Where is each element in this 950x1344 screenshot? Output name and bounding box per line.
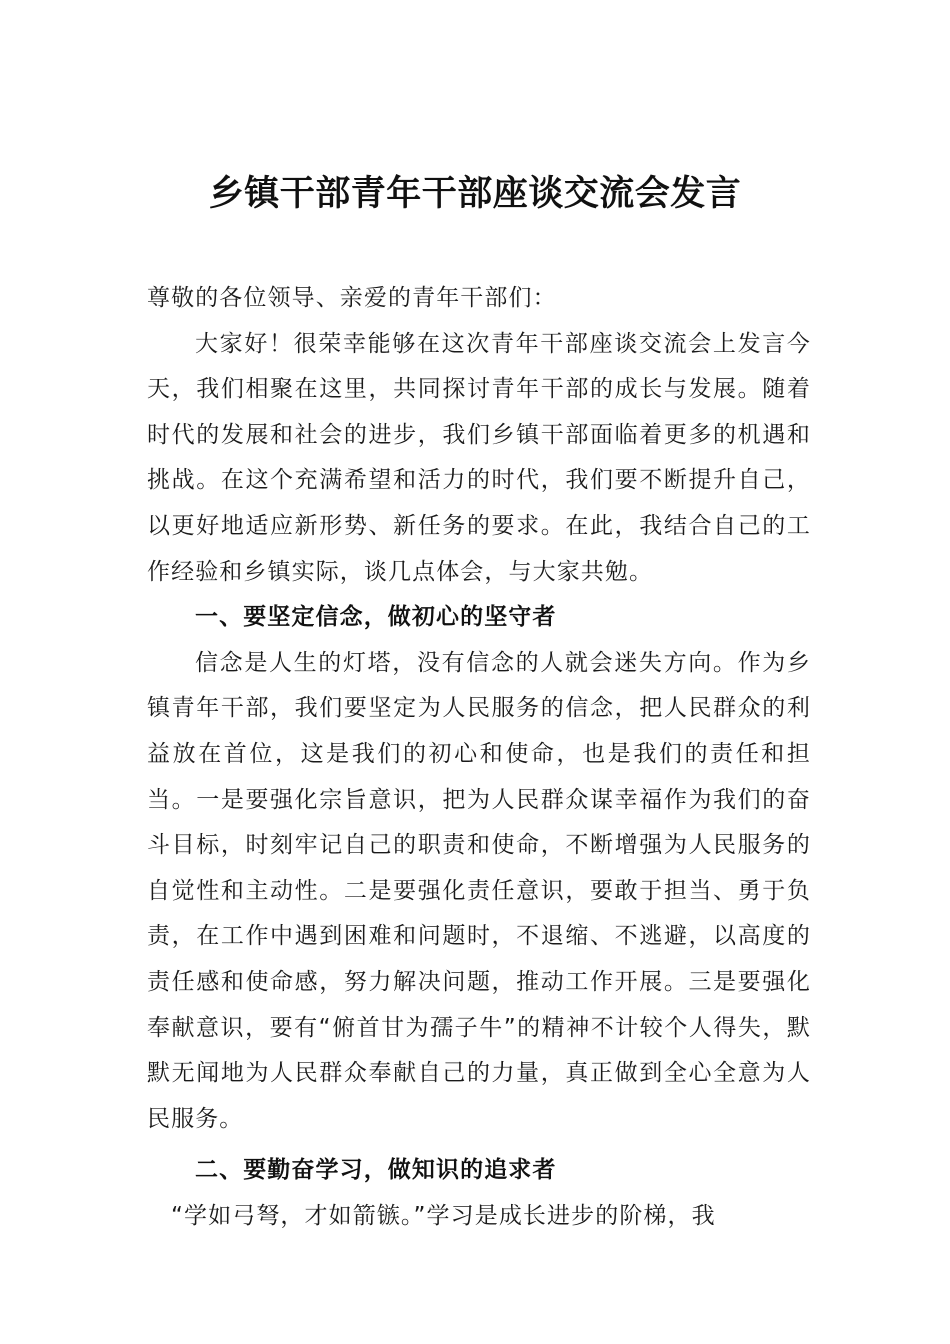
- document-body: [147, 276, 811, 1239]
- section-1-paragraph: 信念是人生的灯塔，没有信念的人就会迷失方向。作为乡镇青年干部，我们要坚定为人民服务的信念，把人民群众的利益放在首位，这是我们的初心和使命，也是我们的责任和担当。一是要强化宗旨意识，把为人民群众谋幸福作为我们的奋斗目标，时刻牢记自己的职责和使命，不断增强为人民服务的自觉性和主动性。二是要强化责任意识，要敢于担当、勇于负责，在工作中遇到困难和问题时，不退缩、不逃避，以高度的责任感和使命感，努力解决问题，推动工作开展。三是要强化奉献意识，要有“俯首甘为孺子牛”的精神不计较个人得失，默默无闻地为人民群众奉献自己的力量，真正做到全心全意为人民服务。: [147, 649, 811, 1132]
- document-title: 乡镇干部青年干部座谈交流会发言: [208, 173, 742, 214]
- salutation: 尊敬的各位领导、亲爱的青年干部们：: [147, 285, 557, 311]
- section-2-paragraph: “学如弓弩，才如箭镞。”学习是成长进步的阶梯，我: [171, 1202, 716, 1229]
- intro-paragraph: 大家好！很荣幸能够在这次青年干部座谈交流会上发言今天，我们相聚在这里，共同探讨青年干部的成长与发展。随着时代的发展和社会的进步，我们乡镇干部面临着更多的机遇和挑战。在这个充满希望和活力的时代，我们要不断提升自己，以更好地适应新形势、新任务的要求。在此，我结合自己的工作经验和乡镇实际，谈几点体会，与大家共勉。: [147, 330, 811, 585]
- section-1-heading: 一、要坚定信念，做初心的坚守者: [195, 604, 557, 631]
- section-2-heading: 二、要勤奋学习，做知识的追求者: [195, 1157, 557, 1184]
